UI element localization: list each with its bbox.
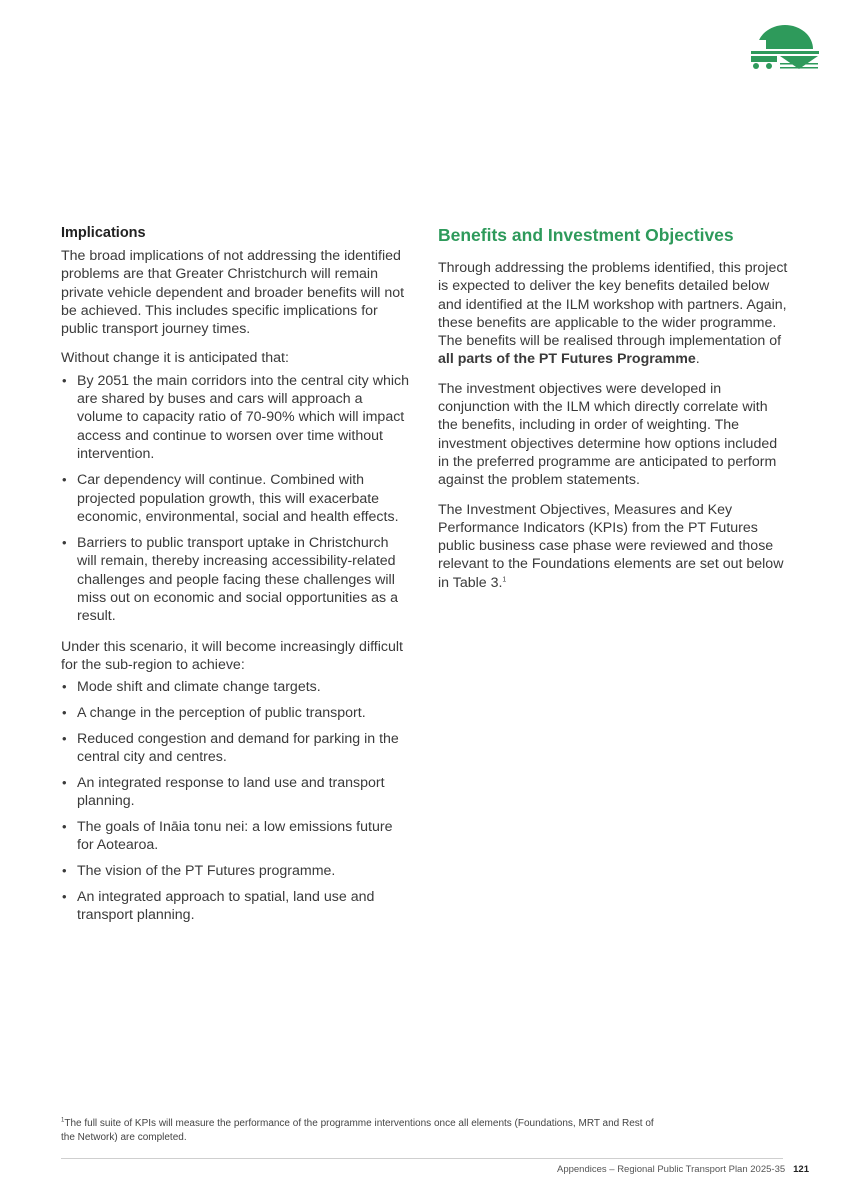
benefits-text-end: . (695, 351, 700, 368)
right-column (438, 225, 788, 603)
anticipated-list (61, 372, 411, 626)
rpt-logo-icon (750, 25, 820, 71)
list-item: • An integrated approach to spatial, land use and transport planning. (61, 888, 411, 925)
kpi-paragraph (438, 501, 788, 592)
scenario-lead: Under this scenario, it will become increasingly difficult for the sub-region to achieve: (61, 638, 403, 673)
list-item: • Mode shift and climate change targets. (61, 678, 411, 696)
left-column (61, 225, 411, 932)
footer-divider (61, 1158, 783, 1159)
list-item: • Reduced congestion and demand for parking in the central city and centres. (61, 730, 411, 767)
list-item: • The vision of the PT Futures programme. (61, 862, 411, 880)
footnote-text: The full suite of KPIs will measure the performance of the programme interventions once all elements (Foundations, MRT and Rest of the Network) are completed. (61, 1118, 654, 1143)
implications-heading: Implications (61, 225, 146, 241)
page-footer (557, 1164, 809, 1175)
list-item: • By 2051 the main corridors into the central city which are shared by buses and cars will approach a volume to capacity ratio of 70-90% which will impact access and continue to worsen over time without intervention. (61, 372, 411, 463)
list-item: • Barriers to public transport uptake in Christchurch will remain, thereby increasing accessibility-related challenges and people facing these challenges will miss out on economic and social opportunities as a result. (61, 534, 411, 625)
list-item: • The goals of Ināia tonu nei: a low emissions future for Aotearoa. (61, 818, 411, 855)
footnote-marker: 1 (61, 1117, 65, 1124)
footer-title: Appendices – Regional Public Transport Plan 2025-35 (556, 1164, 786, 1175)
footnote-ref: 1 (502, 576, 507, 584)
benefits-bold-text: all parts of the PT Futures Programme (438, 351, 696, 368)
list-item: • A change in the perception of public transport. (61, 704, 411, 722)
benefits-paragraph (438, 259, 788, 369)
objectives-paragraph: The investment objectives were developed in conjunction with the ILM which directly correlate with the benefits, including in order of weighting. The investment objectives determine how options included in the preferred programme are anticipated to perform against the problem statements. (438, 380, 778, 489)
kpi-text: The Investment Objectives, Measures and Key Performance Indicators (KPIs) from the PT Futures public business case phase were reviewed and those relevant to the Foundations elements are set out below in Table 3. (438, 501, 784, 591)
benefits-heading: Benefits and Investment Objectives (438, 225, 734, 245)
page-number: 121 (793, 1164, 809, 1175)
benefits-text: Through addressing the problems identified, this project is expected to deliver the key benefits detailed below and identified at the ILM workshop with partners. Again, these benefits are applicable to the wider programme. The benefits will be realised through implementation of (438, 260, 788, 350)
list-item: • An integrated response to land use and transport planning. (61, 774, 411, 811)
list-item: • Car dependency will continue. Combined with projected population growth, this will exacerbate economic, environmental, social and health effects. (61, 471, 411, 526)
without-change-lead: Without change it is anticipated that: (61, 350, 289, 367)
footnote (61, 1117, 661, 1145)
implications-paragraph: The broad implications of not addressing the identified problems are that Greater Christchurch will remain private vehicle dependent and broader benefits will not be achieved. This includes specific implications for public transport journey times. (61, 248, 405, 338)
difficulties-list (61, 678, 411, 924)
